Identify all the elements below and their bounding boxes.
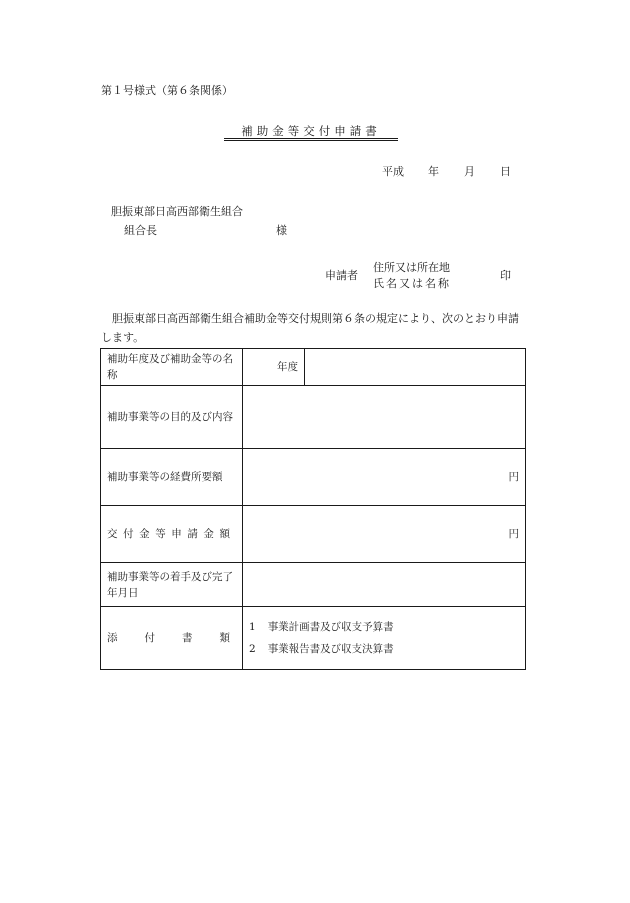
title-underline-second <box>224 140 398 141</box>
list-item <box>249 638 519 660</box>
period-label: 補助事業等の着手及び完了年月日 <box>101 563 243 607</box>
date-day: 日 <box>500 165 511 178</box>
table-row <box>101 349 526 386</box>
addressee-organization: 胆振東部日高西部衛生組合 <box>111 205 243 218</box>
application-table <box>100 348 526 670</box>
subsidy-name-label: 補助年度及び補助金等の名称 <box>101 349 243 386</box>
form-number: 第１号様式（第６条関係） <box>101 84 233 97</box>
period-field[interactable] <box>243 563 526 607</box>
applicant-address-label: 住所又は所在地 <box>373 261 450 274</box>
label-char: 金 <box>139 528 150 540</box>
date-month: 月 <box>464 165 475 178</box>
page-title: 補助金等交付申請書 <box>241 124 381 138</box>
addressee-honorific: 様 <box>276 224 287 237</box>
date-year: 年 <box>428 165 439 178</box>
requested-amount-label <box>101 506 243 563</box>
date-era: 平成 <box>382 165 404 178</box>
attachments-list <box>243 607 526 670</box>
applicant-name-label: 氏名又は名称 <box>373 277 451 290</box>
label-char: 等 <box>155 528 166 540</box>
table-row <box>101 506 526 563</box>
table-row <box>101 563 526 607</box>
attachment-number: 2 <box>249 643 256 655</box>
list-item <box>249 616 519 638</box>
label-char: 金 <box>203 528 214 540</box>
fiscal-year-label: 年度 <box>243 349 305 386</box>
requested-amount-field[interactable] <box>243 506 526 563</box>
label-char: 類 <box>219 632 230 644</box>
application-statement: 胆振東部日高西部衛生組合補助金等交付規則第６条の規定により、次のとおり申請します。 <box>101 312 519 344</box>
attachment-number: 1 <box>249 621 256 633</box>
attachments-label <box>101 607 243 670</box>
label-char: 請 <box>187 528 198 540</box>
table-row <box>101 607 526 670</box>
yen-unit: 円 <box>508 471 519 483</box>
table-row <box>101 449 526 506</box>
label-char: 付 <box>123 528 134 540</box>
label-char: 付 <box>144 632 155 644</box>
required-cost-field[interactable] <box>243 449 526 506</box>
attachment-text: 事業計画書及び収支予算書 <box>267 621 394 633</box>
title-underline <box>224 138 398 139</box>
label-char: 添 <box>107 632 118 644</box>
purpose-label: 補助事業等の目的及び内容 <box>101 386 243 449</box>
subsidy-name-field[interactable] <box>305 349 526 386</box>
table-row <box>101 386 526 449</box>
applicant-label: 申請者 <box>325 269 358 282</box>
label-char: 書 <box>182 632 193 644</box>
label-char: 申 <box>171 528 182 540</box>
required-cost-label: 補助事業等の経費所要額 <box>101 449 243 506</box>
purpose-field[interactable] <box>243 386 526 449</box>
seal-mark: 印 <box>500 269 511 282</box>
yen-unit: 円 <box>508 528 519 540</box>
label-char: 交 <box>107 528 118 540</box>
label-char: 額 <box>219 528 230 540</box>
addressee-head: 組合長 <box>124 224 157 237</box>
attachment-text: 事業報告書及び収支決算書 <box>267 643 394 655</box>
